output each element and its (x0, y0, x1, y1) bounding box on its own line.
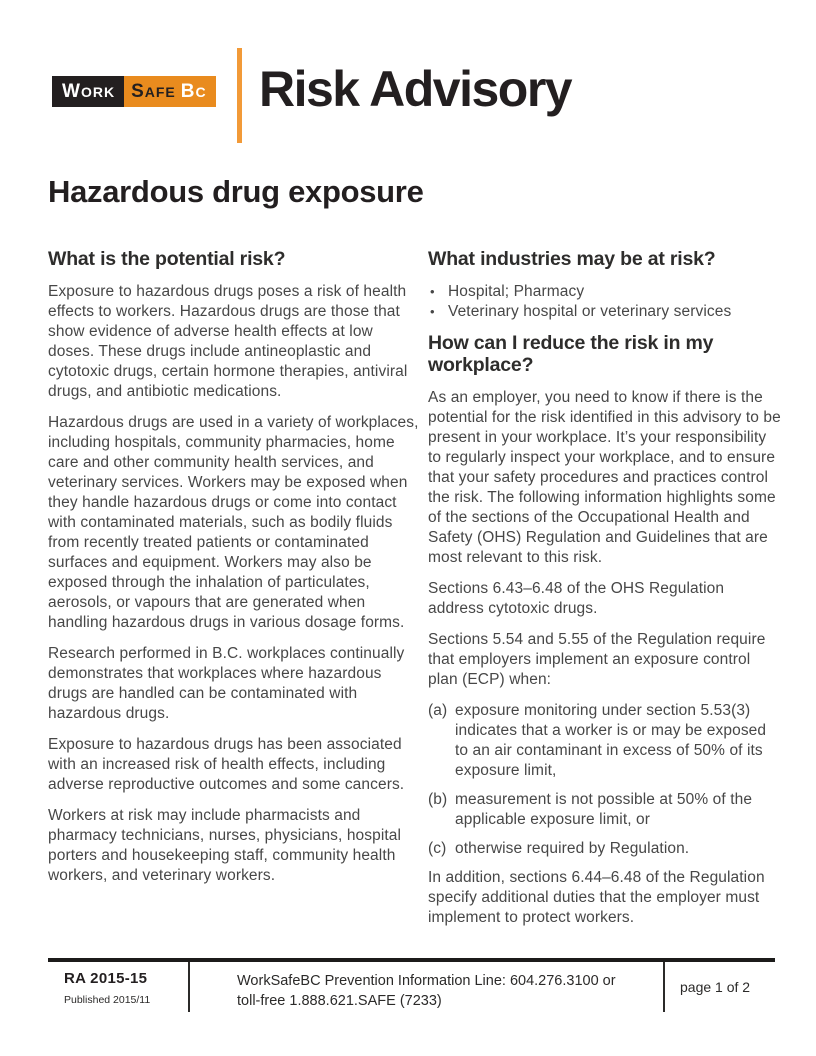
list-item-text: Hospital; Pharmacy (448, 283, 585, 300)
footer-published-date: Published 2015/11 (64, 994, 151, 1006)
logo-bc-text: BC (180, 80, 207, 102)
list-item-text: Veterinary hospital or veterinary services (448, 303, 732, 320)
list-item-label: (a) (428, 702, 448, 719)
footer-contact-line2: toll-free 1.888.621.SAFE (7233) (237, 993, 442, 1009)
bullet-icon: • (430, 304, 435, 319)
paragraph: Exposure to hazardous drugs has been associated with an increased risk of health effects, including adverse reproductive outcomes and some cancers. (48, 736, 405, 793)
paragraph: Sections 5.54 and 5.55 of the Regulation require that employers implement an exposure control plan (ECP) when: (428, 631, 766, 688)
footer-rule (48, 958, 775, 962)
industries-bullet-list (428, 282, 782, 322)
paragraph: As an employer, you need to know if there is the potential for the risk identified in this advisory to be present in your workplace. It’s your responsibility to regularly inspect your workplace, and to ensure that your safety procedures and practices control the risk. The following information highlights some of the sections of the Occupational Health and Safety (OHS) Regulation and Guidelines that are most relevant to this risk. (428, 389, 781, 566)
logo-safe-text: SAFE (131, 80, 176, 102)
right-column (428, 248, 782, 939)
list-item (428, 282, 782, 302)
masthead-title: Risk Advisory (259, 61, 572, 117)
footer-contact-info (237, 971, 652, 1011)
logo-work-segment (52, 76, 124, 107)
worksafebc-logo (52, 76, 216, 107)
list-item (428, 302, 782, 322)
footer-divider (663, 962, 665, 1012)
footer-contact-line1: WorkSafeBC Prevention Information Line: 604.276.3100 or (237, 973, 616, 989)
bullet-icon: • (430, 284, 435, 299)
section-heading-industries: What industries may be at risk? (428, 248, 716, 270)
paragraph: Research performed in B.C. workplaces continually demonstrates that workplaces where hazardous drugs are handled can be contaminated with hazardous drugs. (48, 645, 405, 722)
paragraph: In addition, sections 6.44–6.48 of the Regulation specify additional duties that the employer must implement to protect workers. (428, 869, 765, 926)
logo-safe-bc-segment (124, 76, 216, 107)
list-item-c (428, 839, 782, 859)
paragraph: Hazardous drugs are used in a variety of workplaces, including hospitals, community pharmacies, home care and other community health services, and veterinary services. Workers may be exposed when they handle hazardous drugs or come into contact with contaminated materials, such as bodily fluids from recently treated patients or contaminated surfaces and equipment. Workers may also be exposed through the inhalation of particulates, aerosols, or vapours that are generated when handling hazardous drugs in various dosage forms. (48, 414, 419, 631)
paragraph: Sections 6.43–6.48 of the OHS Regulation address cytotoxic drugs. (428, 580, 725, 617)
list-item-a (428, 701, 782, 781)
document-title: Hazardous drug exposure (48, 174, 424, 209)
list-item-label: (c) (428, 840, 447, 857)
paragraph: Workers at risk may include pharmacists and pharmacy technicians, nurses, physicians, hospital porters and housekeeping staff, community health workers, and veterinary workers. (48, 807, 402, 884)
footer-reference-number: RA 2015-15 (64, 970, 148, 987)
paragraph: Exposure to hazardous drugs poses a risk of health effects to workers. Hazardous drugs are those that show evidence of adverse health effects at low doses. These drugs include antineoplastic and cytotoxic drugs, certain hormone therapies, antiviral drugs, and antibiotic medications. (48, 283, 408, 400)
list-item-text: exposure monitoring under section 5.53(3) indicates that a worker is or may be exposed to an air contaminant in excess of 50% of its exposure limit, (455, 702, 767, 779)
footer-divider (188, 962, 190, 1012)
section-heading-potential-risk: What is the potential risk? (48, 248, 286, 270)
orange-vertical-divider (237, 48, 242, 143)
list-item-label: (b) (428, 791, 448, 808)
section-heading-reduce-risk: How can I reduce the risk in my workplace? (428, 332, 714, 376)
list-item-text: measurement is not possible at 50% of the applicable exposure limit, or (455, 791, 753, 828)
footer-page-number: page 1 of 2 (680, 979, 751, 995)
logo-work-text: WORK (62, 80, 116, 102)
list-item-text: otherwise required by Regulation. (455, 840, 690, 857)
list-item-b (428, 790, 782, 830)
left-column (48, 248, 422, 897)
